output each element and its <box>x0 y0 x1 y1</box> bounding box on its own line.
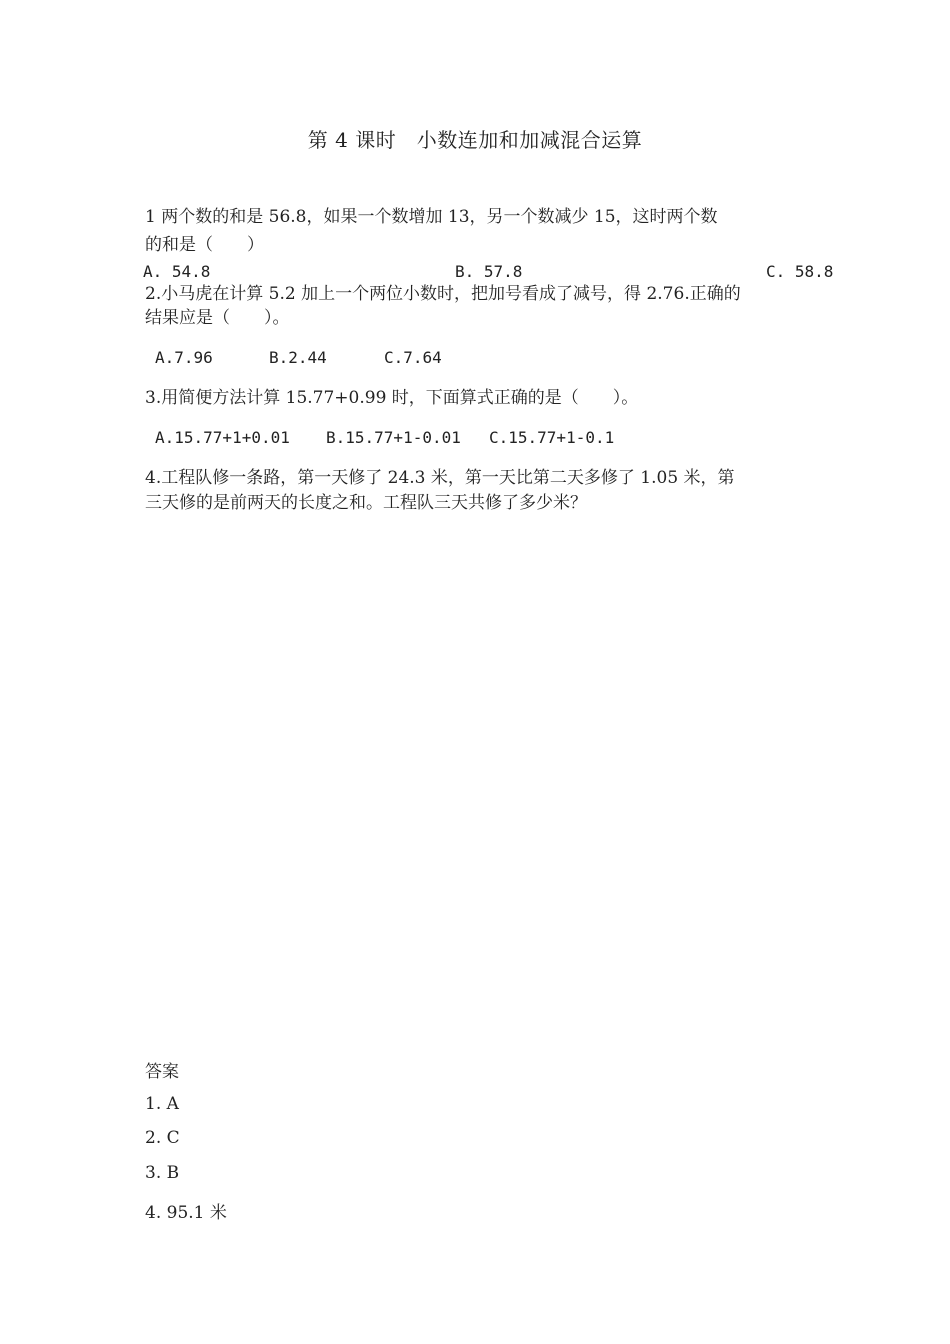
question-2-option-c: C.7.64 <box>384 348 442 367</box>
question-4-line-1: 4.工程队修一条路，第一天修了 24.3 米，第一天比第二天多修了 1.05 米，第 <box>145 468 735 488</box>
question-3-line-1: 3.用简便方法计算 15.77+0.99 时，下面算式正确的是（ ）。 <box>145 388 639 408</box>
question-2-option-a: A.7.96 <box>155 348 213 367</box>
answer-item-1: 1. A <box>145 1094 179 1114</box>
question-1-option-c: C. 58.8 <box>766 262 834 281</box>
question-3-option-a: A.15.77+1+0.01 <box>155 428 290 447</box>
question-1-line-2: 的和是（ ） <box>145 235 264 255</box>
question-3-option-b: B.15.77+1-0.01 <box>326 428 461 447</box>
question-1-line-1: 1 两个数的和是 56.8，如果一个数增加 13，另一个数减少 15，这时两个数 <box>145 207 718 227</box>
answers-heading: 答案 <box>145 1062 179 1082</box>
question-4-line-2: 三天修的是前两天的长度之和。工程队三天共修了多少米？ <box>145 493 587 513</box>
question-2-line-2: 结果应是（ ）。 <box>145 308 290 328</box>
question-1-option-b: B. 57.8 <box>455 262 523 281</box>
page-title: 第 4 课时 小数连加和加减混合运算 <box>307 128 643 152</box>
question-3-option-c: C.15.77+1-0.1 <box>489 428 615 447</box>
question-1-option-a: A. 54.8 <box>143 262 211 281</box>
answer-item-3: 3. B <box>145 1163 180 1183</box>
question-2-option-b: B.2.44 <box>269 348 327 367</box>
answer-item-2: 2. C <box>145 1128 180 1148</box>
question-2-line-1: 2.小马虎在计算 5.2 加上一个两位小数时，把加号看成了减号，得 2.76.正确的 <box>145 284 741 304</box>
answer-item-4: 4. 95.1 米 <box>145 1203 227 1223</box>
